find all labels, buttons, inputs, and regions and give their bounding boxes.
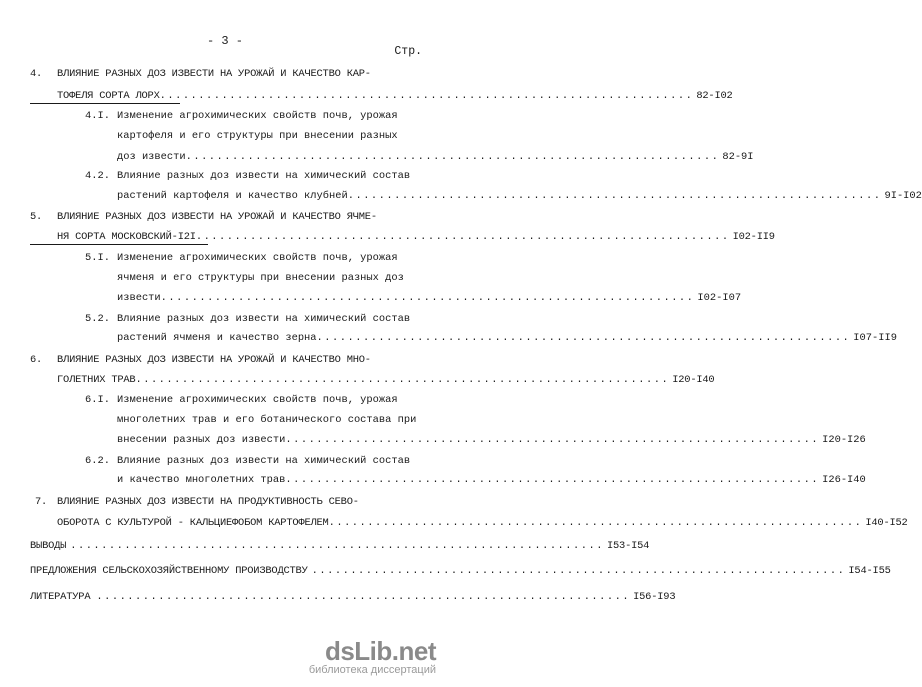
toc-ch6-leader: ..................................................................... — [135, 374, 670, 386]
toc-ch4-pages: 82-I02 — [696, 90, 733, 102]
toc-ch7-title-line1 — [35, 494, 422, 510]
toc-5-1-text2: ячменя и его структуры при внесении разных доз — [117, 272, 404, 284]
toc-5-1-number: 5.I. — [85, 252, 110, 264]
toc-6-1-leader: ..................................................................... — [285, 434, 820, 446]
toc-ch5-title-text2: НЯ СОРТА МОСКОВСКИЙ-I2I — [57, 231, 196, 243]
toc-6-2-pages: I26-I40 — [822, 474, 866, 486]
toc-ch7-number: 7. — [35, 496, 48, 508]
toc-5-1-leader: ..................................................................... — [160, 292, 695, 304]
toc-4-1-number: 4.I. — [85, 110, 110, 122]
toc-5-2-leader: ..................................................................... — [316, 332, 851, 344]
toc-literature — [30, 589, 676, 605]
toc-ch4-underline — [30, 103, 180, 104]
toc-proposals — [30, 563, 891, 579]
toc-ch6-pages: I20-I40 — [672, 374, 715, 386]
toc-conclusions — [30, 538, 650, 554]
toc-4-2-pages: 9I-I02 — [884, 190, 922, 202]
toc-5-2-line1 — [85, 311, 422, 327]
toc-5-2-number: 5.2. — [85, 313, 110, 325]
pages-column-label: Стр. — [394, 45, 422, 58]
toc-ch7-title-text1: ВЛИЯНИЕ РАЗНЫХ ДОЗ ИЗВЕСТИ НА ПРОДУКТИВНОСТЬ СЕВО- — [57, 496, 359, 508]
toc-6-1-line2 — [117, 412, 422, 428]
toc-ch4-title-line2 — [57, 88, 733, 104]
toc-literature-leader: ..................................................................... — [96, 591, 631, 603]
toc-6-2-line1 — [85, 453, 422, 469]
toc-ch5-leader: ..................................................................... — [195, 231, 730, 243]
toc-ch5-underline — [30, 244, 208, 245]
toc-ch5-title-line1 — [30, 209, 422, 225]
toc-ch5-pages: I02-II9 — [732, 231, 775, 243]
toc-ch7-title-text2: ОБОРОТА С КУЛЬТУРОЙ - КАЛЬЦИЕФОБОМ КАРТОФЕЛЕМ — [57, 517, 329, 529]
toc-ch6-number: 6. — [30, 354, 43, 366]
toc-6-1-text3: внесении разных доз извести — [117, 434, 286, 446]
toc-4-2-text2: растений картофеля и качество клубней — [117, 190, 348, 202]
toc-ch5-title-text1: ВЛИЯНИЕ РАЗНЫХ ДОЗ ИЗВЕСТИ НА УРОЖАЙ И КАЧЕСТВО ЯЧМЕ- — [57, 211, 377, 223]
toc-4-1-line2 — [117, 128, 422, 144]
toc-4-1-pages: 82-9I — [722, 151, 754, 163]
watermark-logo: dsLib.net — [324, 636, 436, 666]
toc-ch7-title-line2 — [57, 515, 908, 531]
toc-6-1-number: 6.I. — [85, 394, 110, 406]
toc-6-1-pages: I20-I26 — [822, 434, 866, 446]
toc-4-1-leader: ..................................................................... — [185, 151, 720, 163]
toc-4-2-line2 — [117, 188, 922, 204]
toc-conclusions-leader: ..................................................................... — [70, 540, 604, 552]
toc-ch6-title-line2 — [57, 372, 715, 388]
toc-ch5-title-line2 — [57, 229, 775, 245]
toc-6-2-line2 — [117, 472, 866, 488]
toc-ch4-number: 4. — [30, 68, 43, 80]
toc-4-1-text1: Изменение агрохимических свойств почв, урожая — [117, 110, 398, 122]
toc-proposals-title: ПРЕДЛОЖЕНИЯ СЕЛЬСКОХОЗЯЙСТВЕННОМУ ПРОИЗВОДСТВУ — [30, 565, 308, 577]
toc-ch7-leader: ..................................................................... — [328, 517, 863, 529]
toc-4-1-text2: картофеля и его структуры при внесении разных — [117, 130, 398, 142]
watermark-subtitle: библиотека диссертаций — [308, 664, 436, 676]
toc-4-2-line1 — [85, 168, 422, 184]
toc-ch6-title-line1 — [30, 352, 422, 368]
toc-proposals-pages: I54-I55 — [848, 565, 891, 577]
toc-ch6-title-text1: ВЛИЯНИЕ РАЗНЫХ ДОЗ ИЗВЕСТИ НА УРОЖАЙ И КАЧЕСТВО МНО- — [57, 354, 371, 366]
toc-5-1-pages: I02-I07 — [697, 292, 742, 304]
toc-5-1-line3 — [117, 290, 742, 306]
toc-6-1-line1 — [85, 392, 422, 408]
toc-5-1-line2 — [117, 270, 422, 286]
toc-6-1-text2: многолетних трав и его ботанического состава при — [117, 414, 417, 426]
toc-literature-pages: I56-I93 — [633, 591, 676, 603]
toc-5-2-pages: I07-II9 — [853, 332, 897, 344]
toc-6-2-text1: Влияние разных доз извести на химический состав — [117, 455, 411, 467]
toc-4-2-text1: Влияние разных доз извести на химический состав — [117, 170, 411, 182]
toc-conclusions-title: ВЫВОДЫ — [30, 540, 67, 552]
toc-6-2-leader: ..................................................................... — [285, 474, 820, 486]
toc-4-1-text3: доз извести — [117, 151, 186, 163]
toc-ch4-title-line1 — [30, 66, 422, 82]
toc-4-1-line1 — [85, 108, 422, 124]
toc-ch4-leader: ..................................................................... — [159, 90, 694, 102]
toc-ch5-number: 5. — [30, 211, 43, 223]
toc-5-1-text1: Изменение агрохимических свойств почв, урожая — [117, 252, 398, 264]
toc-4-2-number: 4.2. — [85, 170, 110, 182]
toc-ch4-title-text2: ТОФЕЛЯ СОРТА ЛОРХ — [57, 90, 160, 102]
toc-5-2-text2: растений ячменя и качество зерна — [117, 332, 317, 344]
toc-6-2-number: 6.2. — [85, 455, 110, 467]
toc-ch6-title-text2: ГОЛЕТНИХ ТРАВ — [57, 374, 136, 386]
toc-literature-title: ЛИТЕРАТУРА — [30, 591, 91, 603]
toc-conclusions-pages: I53-I54 — [606, 540, 650, 552]
toc-6-1-text1: Изменение агрохимических свойств почв, урожая — [117, 394, 398, 406]
toc-4-2-leader: ..................................................................... — [347, 190, 882, 202]
watermark — [309, 638, 436, 677]
toc-proposals-leader: ..................................................................... — [311, 565, 846, 577]
toc-4-1-line3 — [117, 149, 754, 165]
toc-5-1-text3: извести — [117, 292, 161, 304]
toc-5-2-line2 — [117, 330, 897, 346]
page-number: - 3 - — [206, 34, 243, 48]
toc-ch7-pages: I40-I52 — [865, 517, 908, 529]
toc-6-1-line3 — [117, 432, 866, 448]
toc-5-1-line1 — [85, 250, 422, 266]
toc-ch4-title-text1: ВЛИЯНИЕ РАЗНЫХ ДОЗ ИЗВЕСТИ НА УРОЖАЙ И КАЧЕСТВО КАР- — [57, 68, 371, 80]
toc-6-2-text2: и качество многолетних трав — [117, 474, 286, 486]
toc-5-2-text1: Влияние разных доз извести на химический состав — [117, 313, 411, 325]
